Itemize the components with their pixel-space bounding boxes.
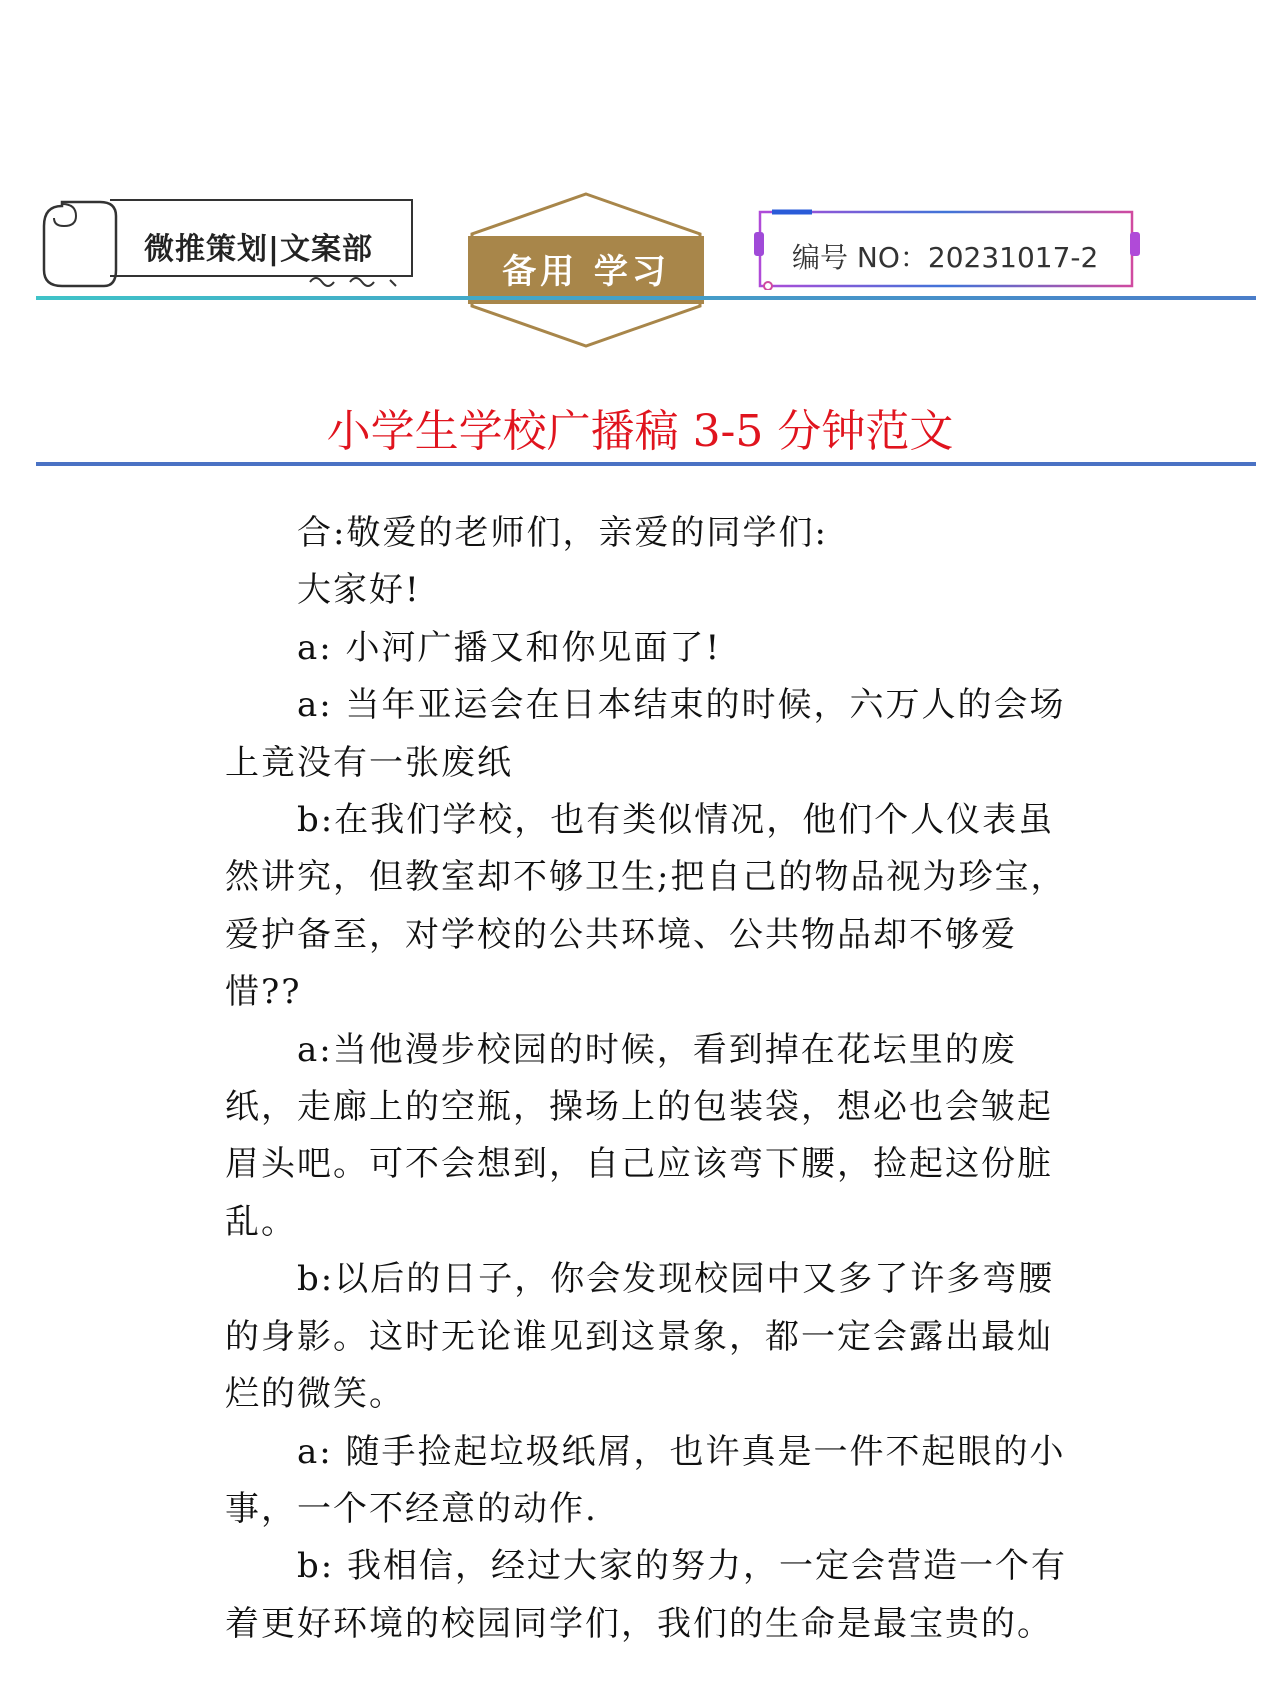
paragraph: 合:敬爱的老师们，亲爱的同学们: xyxy=(297,513,828,553)
serial-number: 编号 NO：20231017-2 xyxy=(792,241,1099,274)
paragraph: a:当他漫步校园的时候，看到掉在花坛里的废纸，走廊上的空瓶，操场上的包装袋，想必也会皱起眉头吧。可不会想到，自己应该弯下腰，捡起这份脏乱。 xyxy=(225,1029,1053,1242)
serial-number-box xyxy=(752,206,1142,290)
document-title: 小学生学校广播稿 3-5 分钟范文 xyxy=(326,406,954,457)
paragraph: b:以后的日子，你会发现校园中又多了许多弯腰的身影。这时无论谁见到这景象，都一定会露出最灿烂的微笑。 xyxy=(225,1259,1055,1415)
department-scroll-label xyxy=(40,196,420,288)
paragraph: a: 当年亚运会在日本结束的时候，六万人的会场上竟没有一张废纸 xyxy=(225,685,1066,783)
paragraph: a: 随手捡起垃圾纸屑，也许真是一件不起眼的小事，一个不经意的动作. xyxy=(225,1431,1066,1529)
paragraph: 大家好! xyxy=(297,570,421,611)
title-divider xyxy=(36,462,1256,466)
header-divider xyxy=(36,296,1256,300)
department-label: 微推策划|文案部 xyxy=(144,232,373,267)
paragraph: b:在我们学校，也有类似情况，他们个人仪表虽然讲究，但教室却不够卫生;把自己的物品视为珍宝，爱护备至，对学校的公共环境、公共物品却不够爱惜?? xyxy=(225,800,1067,1013)
paragraph: b: 我相信，经过大家的努力，一定会营造一个有着更好环境的校园同学们，我们的生命是最宝贵的。 xyxy=(225,1546,1068,1644)
paragraph: a: 小河广播又和你见面了! xyxy=(297,627,722,668)
badge-label: 备用 学习 xyxy=(502,252,670,292)
study-badge xyxy=(468,192,704,348)
document-body xyxy=(225,505,1075,1653)
